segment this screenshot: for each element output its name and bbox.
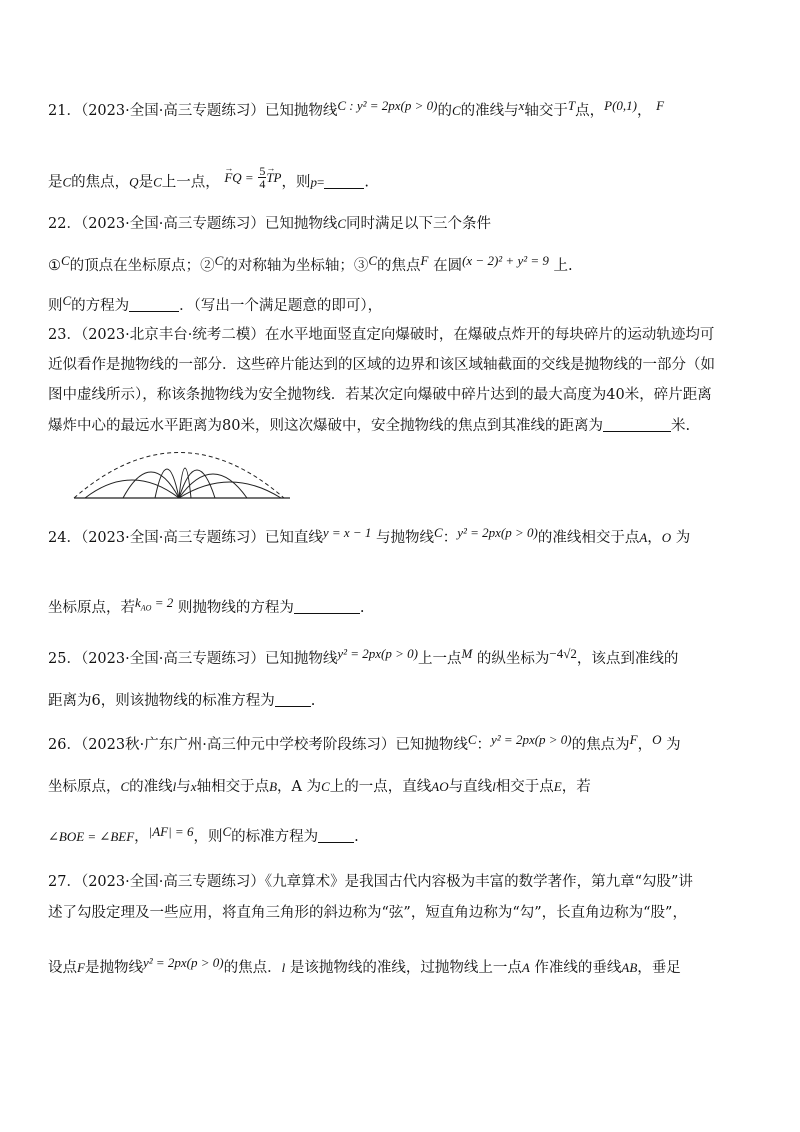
q27-line1: 27．（2023·全国·高三专题练习）《九章算术》是我国古代内容极为丰富的数学著作，第九章“勾股”讲	[48, 874, 693, 890]
q23-line4: 爆炸中心的最远水平距离为80米，则这次爆破中，安全抛物线的焦点到其准线的距离为 米.	[48, 418, 691, 434]
trajectory-curve	[179, 474, 247, 498]
q24-line1: 24．（2023·全国·高三专题练习）已知直线y = x − 1 与抛物线C：y² = 2px(p > 0)的准线相交于点A，O 为	[48, 525, 691, 546]
q27-line2: 述了勾股定理及一些应用，将直角三角形的斜边称为“弦”，短直角边称为“勾”，长直角边称为“股”，	[48, 905, 687, 921]
q25-line2: 距离为6，则该抛物线的标准方程为 .	[48, 693, 316, 709]
q25-line1: 25．（2023·全国·高三专题练习）已知抛物线y² = 2px(p > 0)上一点M 的纵坐标为−4√2，该点到准线的	[48, 646, 679, 667]
trajectory-curve	[85, 480, 179, 498]
q24-parabola-equation: y² = 2px(p > 0)	[457, 525, 538, 540]
q22-line1: 22．（2023·全国·高三专题练习）已知抛物线C同时满足以下三个条件	[48, 216, 491, 232]
q21-line2: 是C的焦点，Q是C上一点， → FQ = $\frac{5}{4}$ → TP，则p= .	[48, 170, 369, 195]
q24-line-equation: y = x − 1	[322, 525, 372, 540]
q23-line3: 图中虚线所示），称该条抛物线为安全抛物线．若某次定向爆破中碎片达到的最大高度为40米，碎片距离	[48, 387, 712, 403]
q26-angle-condition: ∠BOE = ∠BEF	[48, 829, 135, 844]
answer-blank[interactable]	[603, 417, 671, 432]
safety-parabola-dashed	[74, 453, 284, 499]
q22-circle-equation: (x − 2)² + y² = 9	[462, 253, 549, 268]
answer-blank[interactable]	[324, 174, 364, 189]
answer-blank[interactable]	[318, 828, 354, 843]
q26-af-condition: |AF| = 6	[148, 824, 194, 839]
answer-blank[interactable]	[129, 297, 179, 312]
answer-blank[interactable]	[275, 692, 311, 707]
trajectory-curve	[179, 482, 281, 498]
q26-line1: 26．（2023秋·广东广州·高三仲元中学校考阶段练习）已知抛物线C：y² = 2px(p > 0)的焦点为F，O 为	[48, 732, 681, 753]
q26-line2: 坐标原点，C的准线l与x轴相交于点B，A 为C上的一点，直线AO与直线l相交于点E，若	[48, 779, 591, 795]
q21-vector-tp: → TP	[266, 168, 281, 188]
q27-parabola-equation: y² = 2px(p > 0)	[142, 955, 224, 970]
q24-line2: 坐标原点，若$k_{AO} = 2$ 则抛物线的方程为 .	[48, 595, 365, 616]
q22-line3: 则C的方程为 ．（写出一个满足题意的即可），	[48, 293, 383, 314]
q21-condition: C : y² = 2px(p > 0)	[337, 98, 438, 113]
q23-line2: 近似看作是抛物线的一部分．这些碎片能达到的区域的边界和该区域轴截面的交线是抛物线的一部分（如	[48, 357, 715, 373]
q26-line3: ∠BOE = ∠BEF，|AF| = 6，则C的标准方程为 .	[48, 824, 359, 845]
safety-parabola-figure	[70, 440, 300, 502]
q22-line2: ①C的顶点在坐标原点；②C的对称轴为坐标轴；③C的焦点F 在圆(x − 2)² + y² = 9 上.	[48, 253, 573, 274]
trajectory-curve	[123, 472, 179, 498]
q21-vector-fq: → FQ =	[224, 168, 253, 188]
q21-fraction: $\frac{5}{4}$	[259, 164, 266, 191]
q23-line1: 23．（2023·北京丰台·统考二模）在水平地面竖直定向爆破时，在爆破点炸开的每块碎片的运动轨迹均可	[48, 327, 715, 343]
q24-slope: $k_{AO} = 2$	[135, 595, 174, 613]
q25-y-value: −4√2	[549, 646, 577, 661]
trajectory-curve	[155, 469, 179, 498]
q21-line1: 21．（2023·全国·高三专题练习）已知抛物线C : y² = 2px(p > 0)的C的准线与x轴交于T点，P(0,1)， F	[48, 98, 665, 119]
q26-parabola-equation: y² = 2px(p > 0)	[491, 732, 572, 747]
q25-parabola-equation: y² = 2px(p > 0)	[337, 646, 418, 661]
q27-line3: 设点F是抛物线y² = 2px(p > 0)的焦点．l 是该抛物线的准线，过抛物线上一点A 作准线的垂线AB，垂足	[48, 955, 681, 976]
answer-blank[interactable]	[294, 599, 360, 614]
